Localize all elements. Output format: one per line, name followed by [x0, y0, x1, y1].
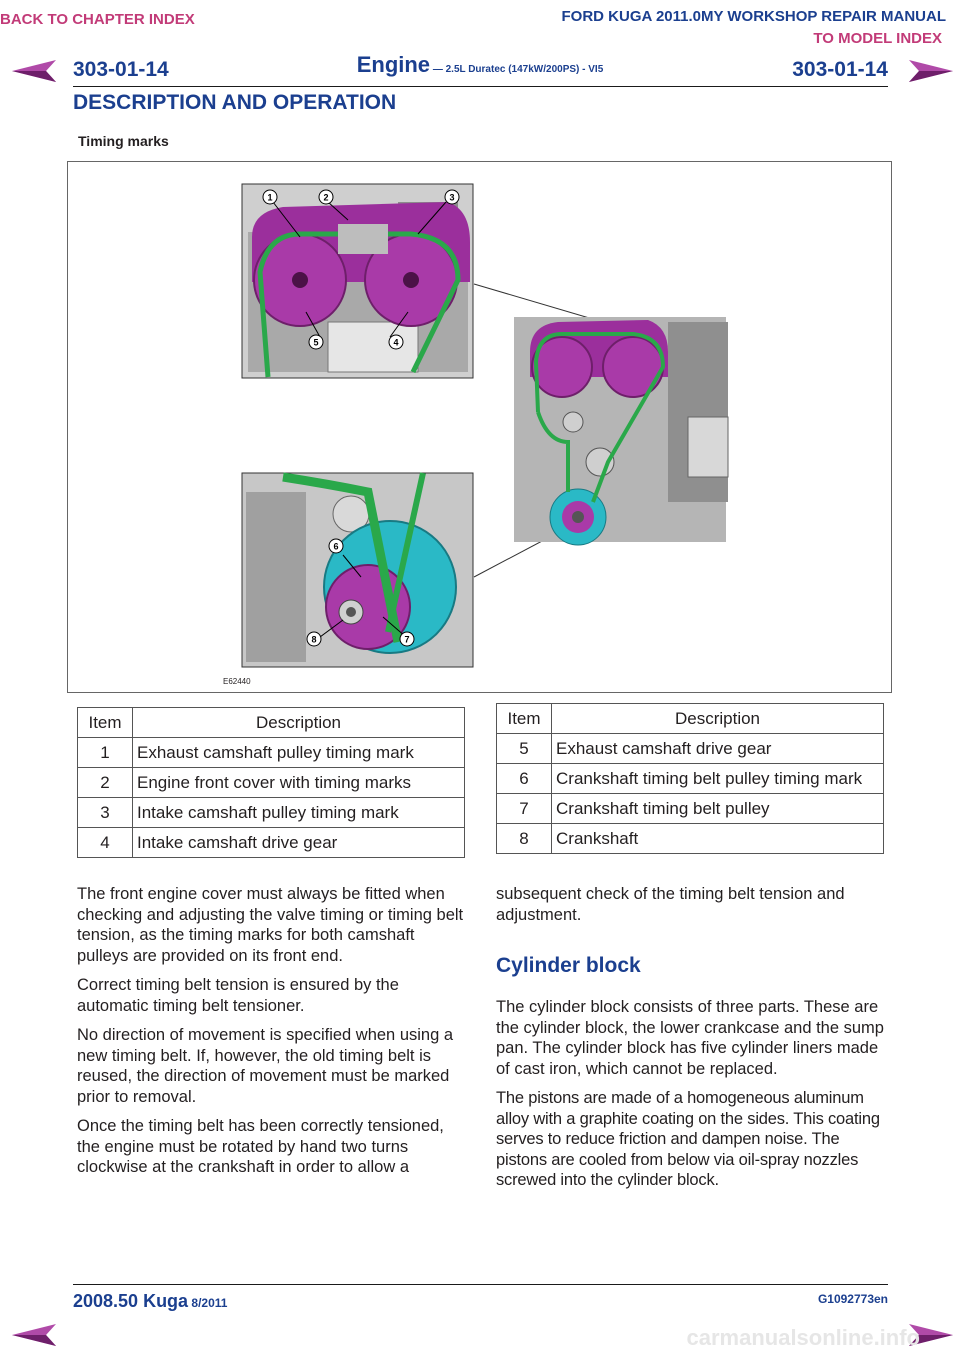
callout-6-label: 6	[333, 541, 339, 552]
header-rule	[73, 86, 888, 87]
timing-marks-figure	[67, 161, 892, 693]
callout-5	[308, 334, 324, 355]
to-model-index-link[interactable]: TO MODEL INDEX	[813, 30, 942, 47]
paragraph: No direction of movement is specified when using a new timing belt. If, however, the old timing belt is reused, the direction of movement must be marked prior to removal.	[77, 1026, 454, 1106]
watermark: carmanualsonline.info	[686, 1325, 920, 1350]
paragraph: The cylinder block consists of three parts. These are the cylinder block, the lower crankcase and the sump pan. The cylinder block has five cylinder liners made of cast iron, which cannot be replaced.	[496, 998, 884, 1078]
item-number: 3	[78, 798, 133, 828]
callout-4	[388, 334, 404, 355]
table-row	[78, 768, 465, 798]
figure-image-id: E62440	[223, 677, 251, 686]
callout-4-label: 4	[393, 337, 399, 348]
footer-rule	[73, 1284, 888, 1285]
callout-8	[306, 631, 322, 652]
callout-3	[444, 189, 460, 210]
item-number: 5	[497, 734, 552, 764]
table-row	[78, 828, 465, 858]
col-item-header: Item	[497, 704, 552, 734]
table-row	[497, 734, 884, 764]
callout-7-label: 7	[404, 634, 410, 645]
item-description: Engine front cover with timing marks	[133, 768, 465, 798]
table-header-row	[78, 708, 465, 738]
item-description: Intake camshaft drive gear	[133, 828, 465, 858]
subsection-title: DESCRIPTION AND OPERATION	[73, 91, 397, 114]
footer-model-name: 2008.50 Kuga	[73, 1291, 189, 1311]
item-number: 7	[497, 794, 552, 824]
items-table-right	[496, 703, 884, 854]
engine-timing-illustration	[68, 162, 891, 692]
item-description: Intake camshaft pulley timing mark	[133, 798, 465, 828]
item-description: Crankshaft	[552, 824, 884, 854]
cylinder-block-heading: Cylinder block	[496, 954, 641, 977]
footer-doc-code: G1092773en	[817, 1292, 888, 1306]
item-description: Crankshaft timing belt pulley	[552, 794, 884, 824]
table-row	[497, 794, 884, 824]
callout-3-label: 3	[449, 192, 455, 203]
callout-6	[328, 538, 344, 559]
previous-page-arrow-icon[interactable]	[10, 1322, 60, 1348]
body-text-right-intro	[496, 884, 888, 934]
paragraph: subsequent check of the timing belt tension and adjustment.	[496, 885, 845, 924]
body-text-right	[496, 997, 888, 1200]
item-description: Crankshaft timing belt pulley timing mark	[552, 764, 884, 794]
table-row	[78, 738, 465, 768]
callout-5-label: 5	[313, 337, 319, 348]
item-description: Exhaust camshaft pulley timing mark	[133, 738, 465, 768]
paragraph: Correct timing belt tension is ensured by the automatic timing belt tensioner.	[77, 976, 399, 1015]
body-text-left	[77, 884, 469, 1187]
page-code-right: 303-01-14	[792, 58, 888, 81]
table-row	[78, 798, 465, 828]
section-title	[0, 52, 960, 78]
table-header-row	[497, 704, 884, 734]
item-number: 1	[78, 738, 133, 768]
back-to-chapter-index-link[interactable]: BACK TO CHAPTER INDEX	[0, 11, 195, 28]
section-name: Engine	[356, 52, 431, 77]
callout-2-label: 2	[323, 192, 329, 203]
paragraph: The pistons are made of a homogeneous aluminum alloy with a graphite coating on the sides. This coating serves to reduce friction and dampen noise. The pistons are cooled from below via oil-spray nozzles screwed into the cylinder block.	[496, 1089, 880, 1189]
callout-2	[318, 189, 334, 210]
col-description-header: Description	[552, 704, 884, 734]
manual-title: FORD KUGA 2011.0MY WORKSHOP REPAIR MANUAL	[561, 8, 946, 25]
callout-1-label: 1	[267, 192, 273, 203]
footer-date: 8/2011	[188, 1296, 228, 1310]
callout-8-label: 8	[311, 634, 317, 645]
callout-1	[262, 189, 278, 210]
footer-model	[73, 1291, 227, 1312]
item-number: 4	[78, 828, 133, 858]
page-code-left: 303-01-14	[73, 58, 169, 81]
item-number: 2	[78, 768, 133, 798]
table-row	[497, 764, 884, 794]
col-description-header: Description	[133, 708, 465, 738]
paragraph: The front engine cover must always be fitted when checking and adjusting the valve timing or timing belt tension, as the timing marks for both camshaft pulleys are provided on its front end.	[77, 885, 464, 965]
col-item-header: Item	[78, 708, 133, 738]
callout-7	[399, 631, 415, 652]
table-row	[497, 824, 884, 854]
item-number: 6	[497, 764, 552, 794]
figure-caption: Timing marks	[78, 133, 169, 149]
paragraph: Once the timing belt has been correctly tensioned, the engine must be rotated by hand two turns clockwise at the crankshaft in order to allow a	[77, 1117, 444, 1176]
items-table-left	[77, 707, 465, 858]
item-number: 8	[497, 824, 552, 854]
item-description: Exhaust camshaft drive gear	[552, 734, 884, 764]
section-subtitle: — 2.5L Duratec (147kW/200PS) - VI5	[430, 64, 604, 75]
